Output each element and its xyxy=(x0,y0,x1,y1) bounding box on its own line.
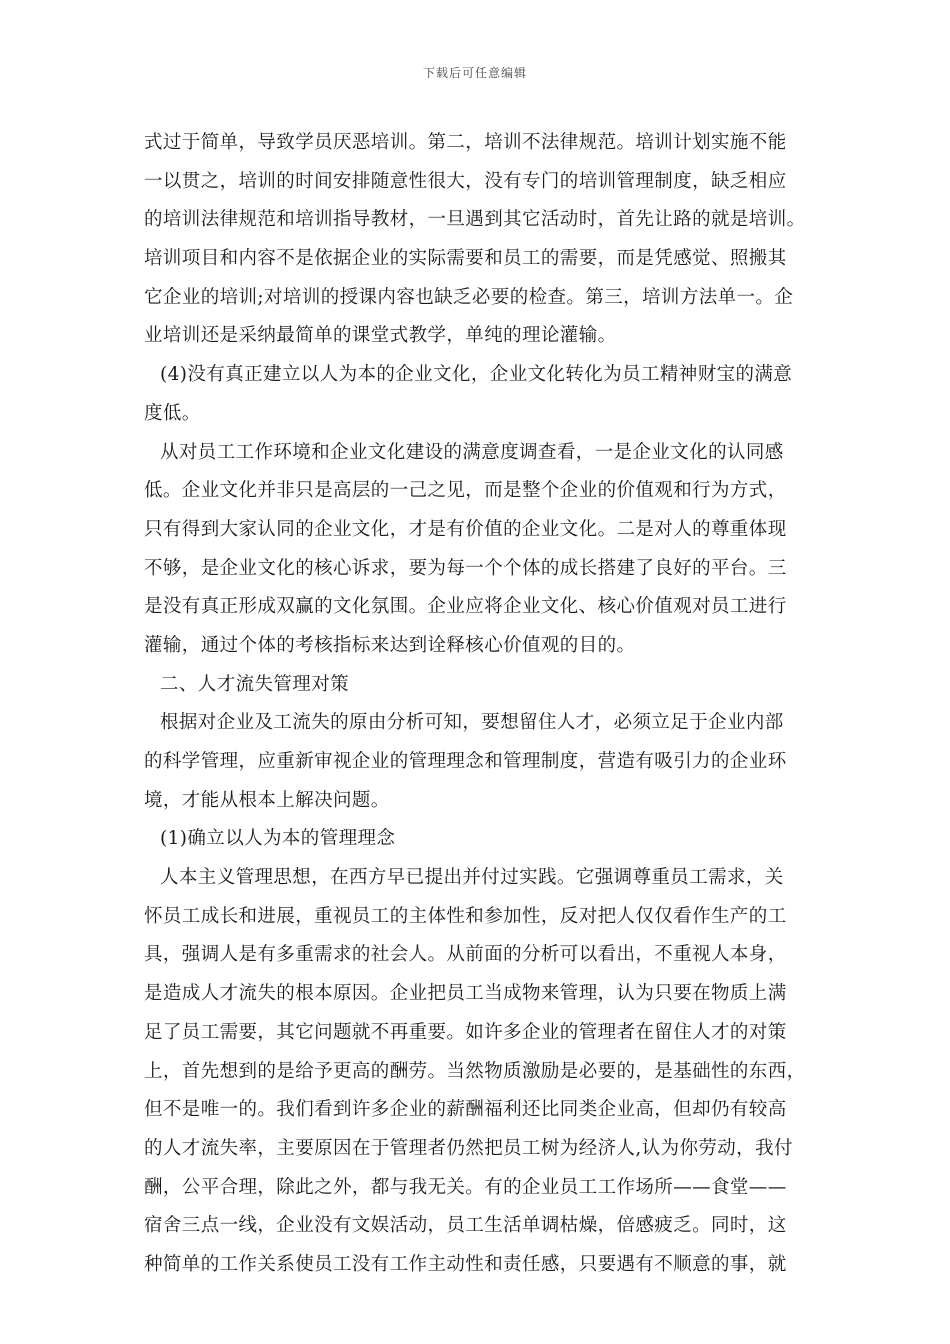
text-line: 人本主义管理思想，在西方早已提出并付过实践。它强调尊重员工需求，关 xyxy=(160,867,784,889)
text-line: 度低。 xyxy=(144,402,201,424)
text-line: 但不是唯一的。我们看到许多企业的薪酬福利还比同类企业高，但却仍有较高 xyxy=(144,1099,787,1121)
text-line: 宿舍三点一线，企业没有文娱活动，员工生活单调枯燥，倍感疲乏。同时，这 xyxy=(144,1215,787,1237)
text-line: 不够，是企业文化的核心诉求，要为每一个个体的成长搭建了良好的平台。三 xyxy=(144,557,787,579)
text-line: 培训项目和内容不是依据企业的实际需要和员工的需要，而是凭感觉、照搬其 xyxy=(144,248,787,270)
text-line: 它企业的培训;对培训的授课内容也缺乏必要的检查。第三，培训方法单一。企 xyxy=(144,286,794,308)
text-line: 上，首先想到的是给予更高的酬劳。当然物质激励是必要的，是基础性的东西， xyxy=(144,1060,806,1082)
text-line: 怀员工成长和进展，重视员工的主体性和参加性，反对把人仅仅看作生产的工 xyxy=(144,905,787,927)
text-line: 二、人才流失管理对策 xyxy=(160,673,350,695)
text-line: 从对员工工作环境和企业文化建设的满意度调查看，一是企业文化的认同感 xyxy=(160,441,784,463)
text-line: 低。企业文化并非只是高层的一己之见，而是整个企业的价值观和行为方式， xyxy=(144,480,787,502)
text-line: 是造成人才流失的根本原因。企业把员工当成物来管理，认为只要在物质上满 xyxy=(144,983,787,1005)
text-line: 一以贯之，培训的时间安排随意性很大，没有专门的培训管理制度，缺乏相应 xyxy=(144,170,787,192)
text-line: 只有得到大家认同的企业文化，才是有价值的企业文化。二是对人的尊重体现 xyxy=(144,518,787,540)
text-line: 种简单的工作关系使员工没有工作主动性和责任感，只要遇有不顺意的事，就 xyxy=(144,1253,787,1275)
text-line: (1)确立以人为本的管理理念 xyxy=(160,828,396,850)
text-line: 根据对企业及工流失的原由分析可知，要想留住人才，必须立足于企业内部 xyxy=(160,712,784,734)
text-line: 的科学管理，应重新审视企业的管理理念和管理制度，营造有吸引力的企业环 xyxy=(144,751,787,772)
text-line: 具，强调人是有多重需求的社会人。从前面的分析可以看出，不重视人本身， xyxy=(144,944,787,966)
text-line: 境，才能从根本上解决问题。 xyxy=(144,789,390,811)
text-line: 式过于简单，导致学员厌恶培训。第二，培训不法律规范。培训计划实施不能 xyxy=(144,132,787,153)
text-line: 业培训还是采纳最简单的课堂式教学，单纯的理论灌输。 xyxy=(144,325,617,347)
text-line: 灌输，通过个体的考核指标来达到诠释核心价值观的目的。 xyxy=(144,634,636,656)
text-line: 足了员工需要，其它问题就不再重要。如许多企业的管理者在留住人才的对策 xyxy=(144,1021,787,1043)
text-line: 的培训法律规范和培训指导教材，一旦遇到其它活动时，首先让路的就是培训。 xyxy=(144,209,806,231)
text-line: 是没有真正形成双赢的文化氛围。企业应将企业文化、核心价值观对员工进行 xyxy=(144,596,787,618)
text-line: 的人才流失率，主要原因在于管理者仍然把员工树为经济人,认为你劳动，我付 xyxy=(144,1137,793,1159)
text-line: (4)没有真正建立以人为本的企业文化，企业文化转化为员工精神财宝的满意 xyxy=(160,364,793,386)
page-header: 下载后可任意编辑 xyxy=(422,66,527,80)
document-body xyxy=(144,124,824,1285)
text-line: 酬，公平合理，除此之外，都与我无关。有的企业员工工作场所——食堂—— xyxy=(144,1176,787,1198)
